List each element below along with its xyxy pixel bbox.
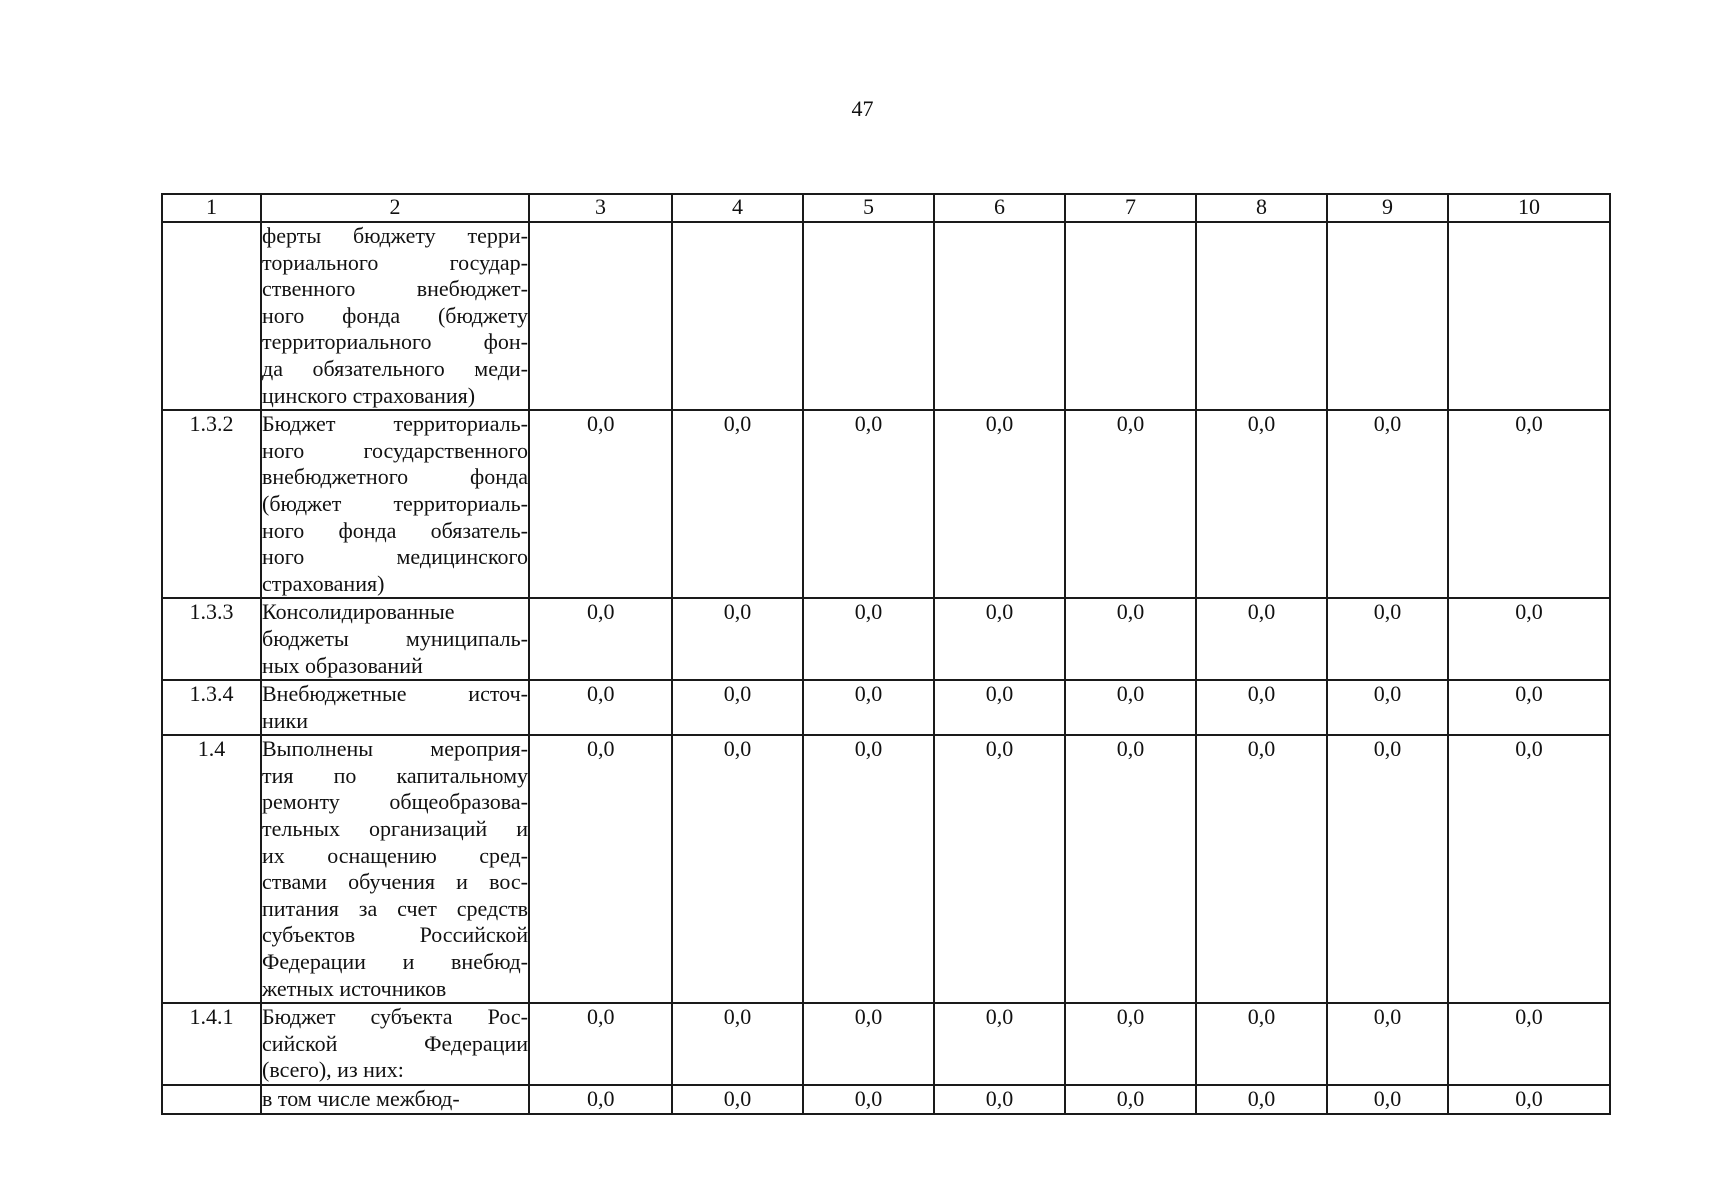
value-cell: 0,0 [529,410,672,598]
column-number-header-row [162,194,1610,222]
funding-table [161,193,1611,1115]
table-row [162,735,1610,1003]
description-line: ствами обучения и вос- [262,869,528,895]
value-cell: 0,0 [1065,680,1196,735]
description-line: Внебюджетные источ- [262,681,528,707]
description-line: (всего), из них: [262,1057,404,1083]
value-cell: 0,0 [803,1085,934,1114]
description-line: Выполнены мероприя- [262,736,528,762]
value-cell: 0,0 [1327,410,1448,598]
description-line: Бюджет субъекта Рос- [262,1004,528,1030]
description-line: Федерации и внебюд- [262,949,528,975]
value-cell: 0,0 [672,680,803,735]
value-cell: 0,0 [1327,1085,1448,1114]
value-cell: 0,0 [672,410,803,598]
row-number: 1.3.4 [162,680,261,735]
table-row [162,1085,1610,1114]
description-line: ферты бюджету терри- [262,223,528,248]
value-cell: 0,0 [1196,598,1327,680]
row-number [162,222,261,410]
value-cell [529,222,672,410]
value-cell [934,222,1065,410]
column-header: 9 [1327,194,1448,222]
row-number: 1.4.1 [162,1003,261,1085]
value-cell: 0,0 [1065,410,1196,598]
column-header: 2 [261,194,529,222]
table-body [162,194,1610,1114]
value-cell: 0,0 [803,410,934,598]
value-cell: 0,0 [1196,1003,1327,1085]
value-cell [1327,222,1448,410]
value-cell: 0,0 [672,735,803,1003]
value-cell: 0,0 [934,410,1065,598]
description-line: ного медицинского [262,544,528,570]
row-description [261,735,529,1003]
value-cell: 0,0 [803,680,934,735]
value-cell: 0,0 [529,1085,672,1114]
value-cell: 0,0 [1327,680,1448,735]
value-cell: 0,0 [672,1085,803,1114]
value-cell: 0,0 [1448,598,1610,680]
value-cell: 0,0 [529,680,672,735]
description-line: сийской Федерации [262,1030,528,1056]
value-cell: 0,0 [803,598,934,680]
column-header: 8 [1196,194,1327,222]
value-cell: 0,0 [934,735,1065,1003]
row-number: 1.3.3 [162,598,261,680]
value-cell: 0,0 [1327,1003,1448,1085]
value-cell: 0,0 [1448,1085,1610,1114]
value-cell: 0,0 [529,1003,672,1085]
description-line: в том числе межбюд- [262,1086,460,1111]
value-cell: 0,0 [803,1003,934,1085]
description-line: страхования) [262,570,385,596]
column-header: 4 [672,194,803,222]
column-header: 7 [1065,194,1196,222]
row-description [261,598,529,680]
column-header: 10 [1448,194,1610,222]
column-header: 1 [162,194,261,222]
value-cell: 0,0 [1196,680,1327,735]
description-line: субъектов Российской [262,922,528,948]
description-line: ториального государ- [262,249,528,275]
value-cell: 0,0 [1448,1003,1610,1085]
value-cell [1448,222,1610,410]
row-description [261,222,529,410]
column-header: 6 [934,194,1065,222]
value-cell: 0,0 [1327,598,1448,680]
row-description [261,680,529,735]
table-row [162,598,1610,680]
table-row [162,680,1610,735]
page-number: 47 [851,96,874,121]
row-description [261,1003,529,1085]
table-row [162,1003,1610,1085]
value-cell: 0,0 [1448,735,1610,1003]
description-line: цинского страхования) [262,382,476,408]
description-line: питания за счет средств [262,895,528,921]
value-cell: 0,0 [934,598,1065,680]
table-row [162,222,1610,410]
column-header: 5 [803,194,934,222]
description-line: тельных организаций и [262,816,528,842]
value-cell: 0,0 [1448,410,1610,598]
value-cell: 0,0 [803,735,934,1003]
column-header: 3 [529,194,672,222]
value-cell: 0,0 [934,1003,1065,1085]
row-description [261,410,529,598]
description-line: ных образований [262,652,423,678]
value-cell: 0,0 [529,598,672,680]
description-line: ремонту общеобразова- [262,789,528,815]
value-cell: 0,0 [1327,735,1448,1003]
description-line: да обязательного меди- [262,355,528,381]
description-line: территориального фон- [262,329,528,355]
value-cell: 0,0 [672,598,803,680]
description-line: жетных источников [262,975,447,1001]
description-line: ного государственного [262,437,528,463]
value-cell: 0,0 [934,1085,1065,1114]
value-cell: 0,0 [1196,410,1327,598]
value-cell [672,222,803,410]
value-cell: 0,0 [934,680,1065,735]
row-number: 1.4 [162,735,261,1003]
description-line: Консолидированные [262,599,455,625]
value-cell: 0,0 [529,735,672,1003]
value-cell: 0,0 [1065,1085,1196,1114]
value-cell: 0,0 [1065,598,1196,680]
description-line: ники [262,707,309,733]
value-cell: 0,0 [1448,680,1610,735]
row-description [261,1085,529,1114]
description-line: ственного внебюджет- [262,276,528,302]
row-number [162,1085,261,1114]
value-cell: 0,0 [1196,735,1327,1003]
value-cell: 0,0 [1065,735,1196,1003]
description-line: Бюджет территориаль- [262,411,528,437]
row-number: 1.3.2 [162,410,261,598]
value-cell: 0,0 [672,1003,803,1085]
description-line: внебюджетного фонда [262,464,528,490]
value-cell [1196,222,1327,410]
value-cell: 0,0 [1065,1003,1196,1085]
description-line: бюджеты муниципаль- [262,625,528,651]
description-line: их оснащению сред- [262,842,528,868]
table-row [162,410,1610,598]
value-cell: 0,0 [1196,1085,1327,1114]
description-line: (бюджет территориаль- [262,490,528,516]
value-cell [1065,222,1196,410]
description-line: ного фонда обязатель- [262,517,528,543]
description-line: ного фонда (бюджету [262,302,528,328]
value-cell [803,222,934,410]
description-line: тия по капитальному [262,762,528,788]
